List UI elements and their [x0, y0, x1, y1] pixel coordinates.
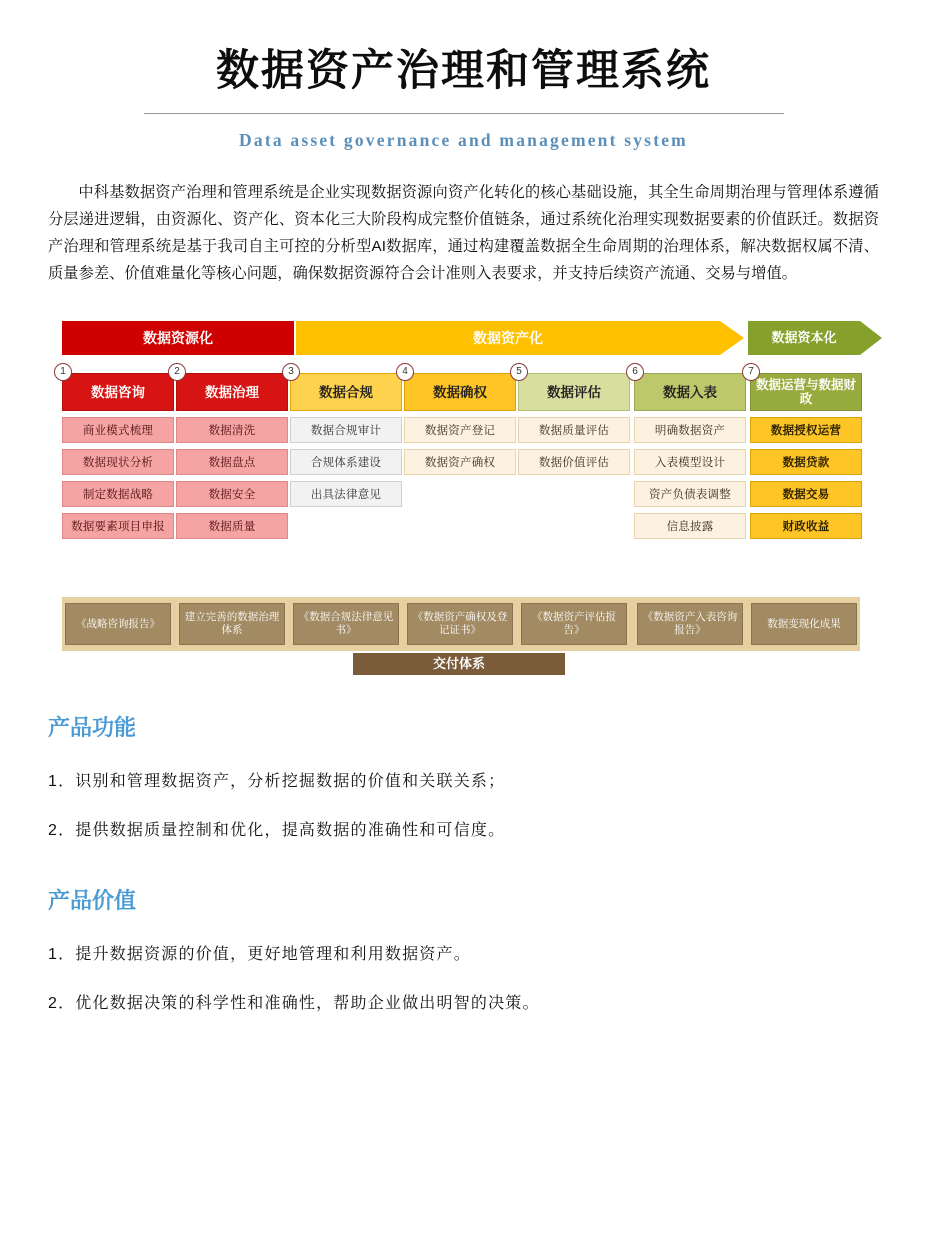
deliverable-7: 数据变现化成果 [751, 603, 857, 645]
column-5-item-2: 数据价值评估 [518, 449, 630, 475]
diagram-column-7 [748, 366, 862, 539]
deliverable-2: 建立完善的数据治理体系 [179, 603, 285, 645]
column-head-7: 数据运营与数据财政 [750, 373, 862, 411]
column-7-item-3: 数据交易 [750, 481, 862, 507]
deliverable-5: 《数据资产评估报告》 [521, 603, 627, 645]
deliverable-1: 《战略咨询报告》 [65, 603, 171, 645]
band-resource: 数据资源化 [62, 321, 294, 355]
diagram-column-5 [516, 366, 630, 475]
column-head-6: 数据入表 [634, 373, 746, 411]
value-item-2: 2．优化数据决策的科学性和准确性，帮助企业做出明智的决策。 [48, 995, 540, 1013]
column-7-item-2: 数据贷款 [750, 449, 862, 475]
column-number-4: 4 [396, 363, 414, 381]
intro-paragraph: 中科基数据资产治理和管理系统是企业实现数据资源向资产化转化的核心基础设施，其全生命周期治理与管理体系遵循分层递进逻辑，由资源化、资产化、资本化三大阶段构成完整价值链条，通过系统化治理实现数据要素的价值跃迁。数据资产治理和管理系统是基于我司自主可控的分析型AI数据库，通过构建覆盖数据全生命周期的治理体系，解决数据权属不清、质量参差、价值难量化等核心问题，确保数据资源符合会计准则入表要求，并支持后续资产流通、交易与增值。 [48, 184, 879, 283]
column-2-item-1: 数据清洗 [176, 417, 288, 443]
column-head-2: 数据治理 [176, 373, 288, 411]
column-number-5: 5 [510, 363, 528, 381]
function-item-1: 1．识别和管理数据资产，分析挖掘数据的价值和关联关系； [48, 773, 506, 791]
column-3-item-1: 数据合规审计 [290, 417, 402, 443]
column-number-1: 1 [54, 363, 72, 381]
diagram-column-6 [632, 366, 746, 539]
column-7-item-4: 财政收益 [750, 513, 862, 539]
column-number-7: 7 [742, 363, 760, 381]
deliverable-3: 《数据合规法律意见书》 [293, 603, 399, 645]
function-item-2: 2．提供数据质量控制和优化，提高数据的准确性和可信度。 [48, 822, 506, 840]
column-6-item-3: 资产负债表调整 [634, 481, 746, 507]
column-2-item-4: 数据质量 [176, 513, 288, 539]
column-6-item-2: 入表模型设计 [634, 449, 746, 475]
page-title: 数据资产治理和管理系统 [216, 48, 711, 95]
diagram-column-4 [402, 366, 516, 475]
column-6-item-1: 明确数据资产 [634, 417, 746, 443]
column-head-1: 数据咨询 [62, 373, 174, 411]
band-capitalization: 数据资本化 [748, 321, 860, 355]
column-7-item-1: 数据授权运营 [750, 417, 862, 443]
column-6-item-4: 信息披露 [634, 513, 746, 539]
column-2-item-2: 数据盘点 [176, 449, 288, 475]
column-3-item-2: 合规体系建设 [290, 449, 402, 475]
delivery-system-label: 交付体系 [353, 653, 565, 675]
band-assetization-arrow [720, 321, 744, 355]
column-4-item-2: 数据资产确权 [404, 449, 516, 475]
diagram-column-1 [60, 366, 174, 539]
column-1-item-2: 数据现状分析 [62, 449, 174, 475]
column-5-item-1: 数据质量评估 [518, 417, 630, 443]
column-1-item-1: 商业模式梳理 [62, 417, 174, 443]
band-assetization: 数据资产化 [296, 321, 720, 355]
title-divider [144, 113, 784, 114]
column-1-item-4: 数据要素项目申报 [62, 513, 174, 539]
column-4-item-1: 数据资产登记 [404, 417, 516, 443]
column-3-item-3: 出具法律意见 [290, 481, 402, 507]
band-capitalization-arrow [860, 321, 882, 355]
diagram-column-3 [288, 366, 402, 507]
column-2-item-3: 数据安全 [176, 481, 288, 507]
deliverables-strip [62, 597, 860, 651]
section-title-functions: 产品功能 [48, 715, 137, 741]
column-number-6: 6 [626, 363, 644, 381]
column-number-3: 3 [282, 363, 300, 381]
column-head-3: 数据合规 [290, 373, 402, 411]
value-item-1: 1．提升数据资源的价值，更好地管理和利用数据资产。 [48, 946, 471, 964]
column-number-2: 2 [168, 363, 186, 381]
column-1-item-3: 制定数据战略 [62, 481, 174, 507]
section-title-value: 产品价值 [48, 888, 137, 914]
deliverable-6: 《数据资产入表咨询报告》 [637, 603, 743, 645]
page-subtitle: Data asset governance and management system [239, 130, 688, 151]
diagram-column-2 [174, 366, 288, 539]
lifecycle-diagram [0, 321, 927, 681]
column-head-5: 数据评估 [518, 373, 630, 411]
column-head-4: 数据确权 [404, 373, 516, 411]
deliverable-4: 《数据资产确权及登记证书》 [407, 603, 513, 645]
